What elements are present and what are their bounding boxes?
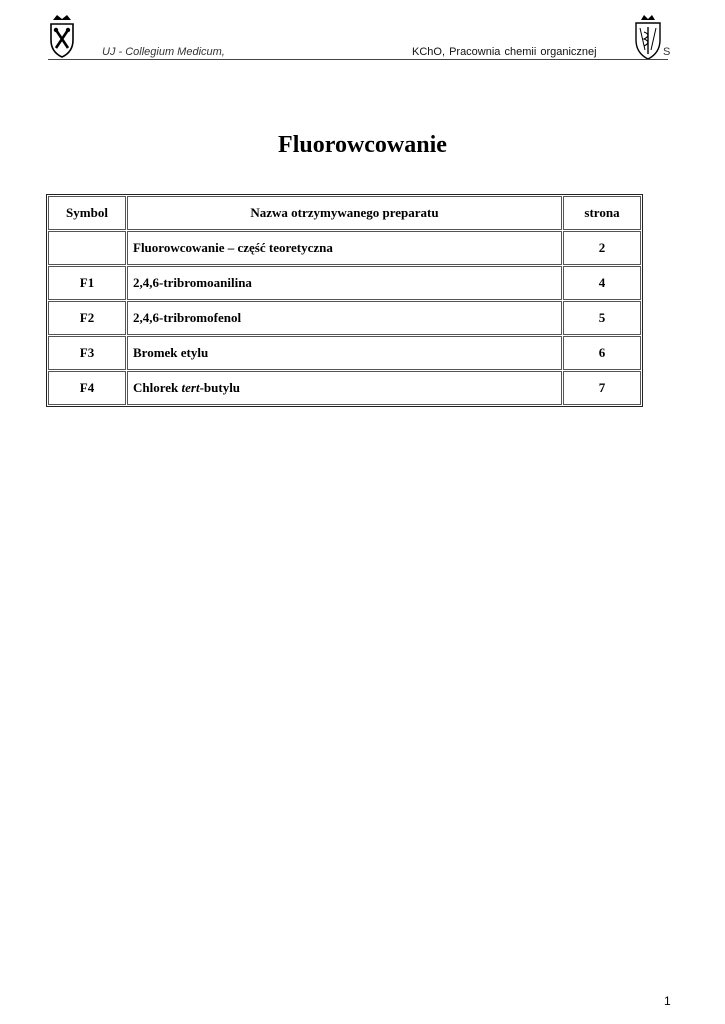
row-page: 5 — [563, 301, 641, 335]
header-page: strona — [563, 196, 641, 230]
row-page: 4 — [563, 266, 641, 300]
page-header — [48, 14, 672, 62]
header-symbol: Symbol — [48, 196, 126, 230]
table-row — [48, 266, 641, 300]
table-row — [48, 231, 641, 265]
row-symbol: F4 — [48, 371, 126, 405]
row-name: 2,4,6-tribromoanilina — [127, 266, 562, 300]
table-header-row — [48, 196, 641, 230]
header-institution: UJ - Collegium Medicum, — [102, 46, 225, 58]
row-symbol — [48, 231, 126, 265]
contents-table — [46, 194, 643, 407]
row-name: Bromek etylu — [127, 336, 562, 370]
header-department: KChO, Pracownia chemii organicznej — [412, 46, 597, 58]
page-number: 1 — [664, 994, 671, 1008]
header-name: Nazwa otrzymywanego preparatu — [127, 196, 562, 230]
table-row — [48, 301, 641, 335]
name-part-italic: tert — [181, 380, 200, 395]
row-symbol: F1 — [48, 266, 126, 300]
page-title: Fluorowcowanie — [278, 132, 447, 158]
table-row — [48, 336, 641, 370]
row-symbol: F3 — [48, 336, 126, 370]
row-name — [127, 371, 562, 405]
name-part: Chlorek — [133, 380, 182, 395]
row-page: 7 — [563, 371, 641, 405]
header-rule — [48, 59, 668, 60]
row-symbol: F2 — [48, 301, 126, 335]
row-name: 2,4,6-tribromofenol — [127, 301, 562, 335]
row-page: 2 — [563, 231, 641, 265]
header-suffix: S — [663, 46, 671, 58]
table-row — [48, 371, 641, 405]
university-crest-logo — [48, 14, 76, 58]
row-page: 6 — [563, 336, 641, 370]
name-part: -butylu — [199, 380, 241, 395]
row-name: Fluorowcowanie – część teoretyczna — [127, 231, 562, 265]
medical-faculty-crest-logo — [634, 14, 662, 60]
